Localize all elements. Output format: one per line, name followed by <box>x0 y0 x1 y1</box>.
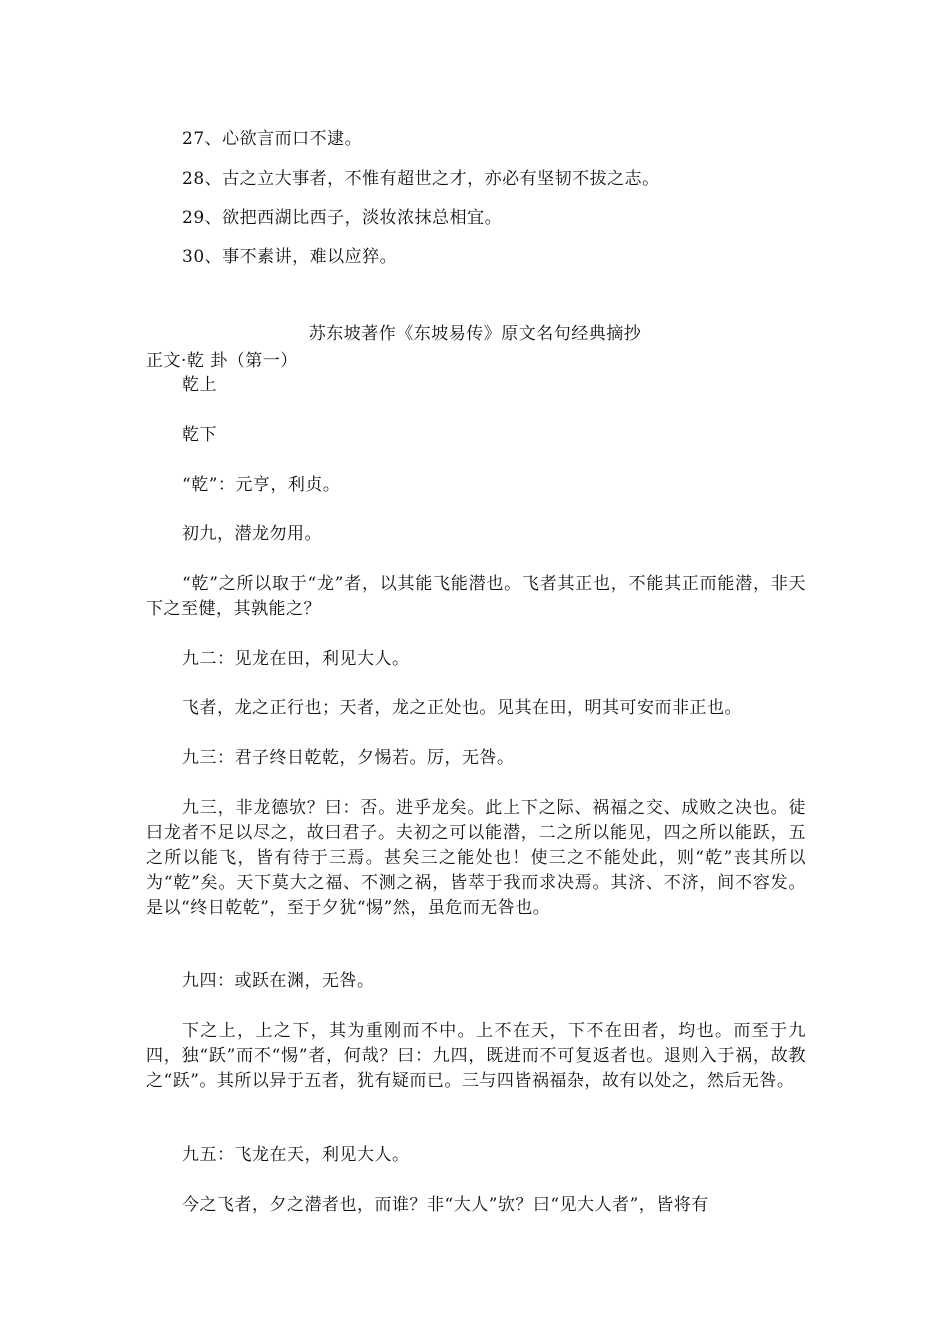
chu-jiu-line: 初九，潜龙勿用。 <box>182 524 322 544</box>
list-item: 30、事不素讲，难以应猝。 <box>182 247 398 267</box>
jiu-san-commentary: 九三，非龙德欤？曰：否。进乎龙矣。此上下之际、祸福之交、成败之决也。徒曰龙者不足以尽之，故曰君子。夫初之可以能潜，二之所以能见，四之所以能跃，五之所以能飞，皆有待于三焉。甚矣三之能处也！使三之不能处此，则“乾”丧其所以为“乾”矣。天下莫大之福、不测之祸，皆萃于我而求决焉。其济、不济，间不容发。是以“终日乾乾”，至于夕犹“惕”然，虽危而无咎也。 <box>146 798 806 918</box>
jiu-er-commentary: 飞者，龙之正行也；天者，龙之正处也。见其在田，明其可安而非正也。 <box>182 698 742 718</box>
hexagram-lower: 乾下 <box>182 425 217 445</box>
jiu-si-line: 九四：或跃在渊，无咎。 <box>182 971 375 991</box>
list-item: 29、欲把西湖比西子，淡妆浓抹总相宜。 <box>182 208 503 228</box>
chu-jiu-commentary: “乾”之所以取于“龙”者，以其能飞能潜也。飞者其正也，不能其正而能潜，非天下之至健，其孰能之？ <box>146 574 806 619</box>
hexagram-upper: 乾上 <box>182 375 217 395</box>
jiu-wu-commentary: 今之飞者，夕之潜者也，而谁？非“大人”欤？曰“见大人者”，皆将有 <box>182 1195 709 1215</box>
jiu-san-line: 九三：君子终日乾乾，夕惕若。厉，无咎。 <box>182 748 515 768</box>
list-item: 28、古之立大事者，不惟有超世之才，亦必有坚韧不拔之志。 <box>182 169 660 189</box>
gua-ci-line: “乾”：元亨，利贞。 <box>182 475 341 495</box>
jiu-wu-line: 九五：飞龙在天，利见大人。 <box>182 1145 410 1165</box>
jiu-si-commentary: 下之上，上之下，其为重刚而不中。上不在天，下不在田者，均也。而至于九四，独“跃”而不“惕”者，何哉？曰：九四，既进而不可复返者也。退则入于祸，故教之“跃”。其所以异于五者，犹有疑而已。三与四皆祸福杂，故有以处之，然后无咎。 <box>146 1021 806 1091</box>
section-title: 苏东坡著作《东坡易传》原文名句经典摘抄 <box>308 324 642 344</box>
jiu-er-line: 九二：见龙在田，利见大人。 <box>182 649 410 669</box>
list-item: 27、心欲言而口不逮。 <box>182 129 363 149</box>
chapter-subheading: 正文·乾 卦（第一） <box>146 351 298 371</box>
